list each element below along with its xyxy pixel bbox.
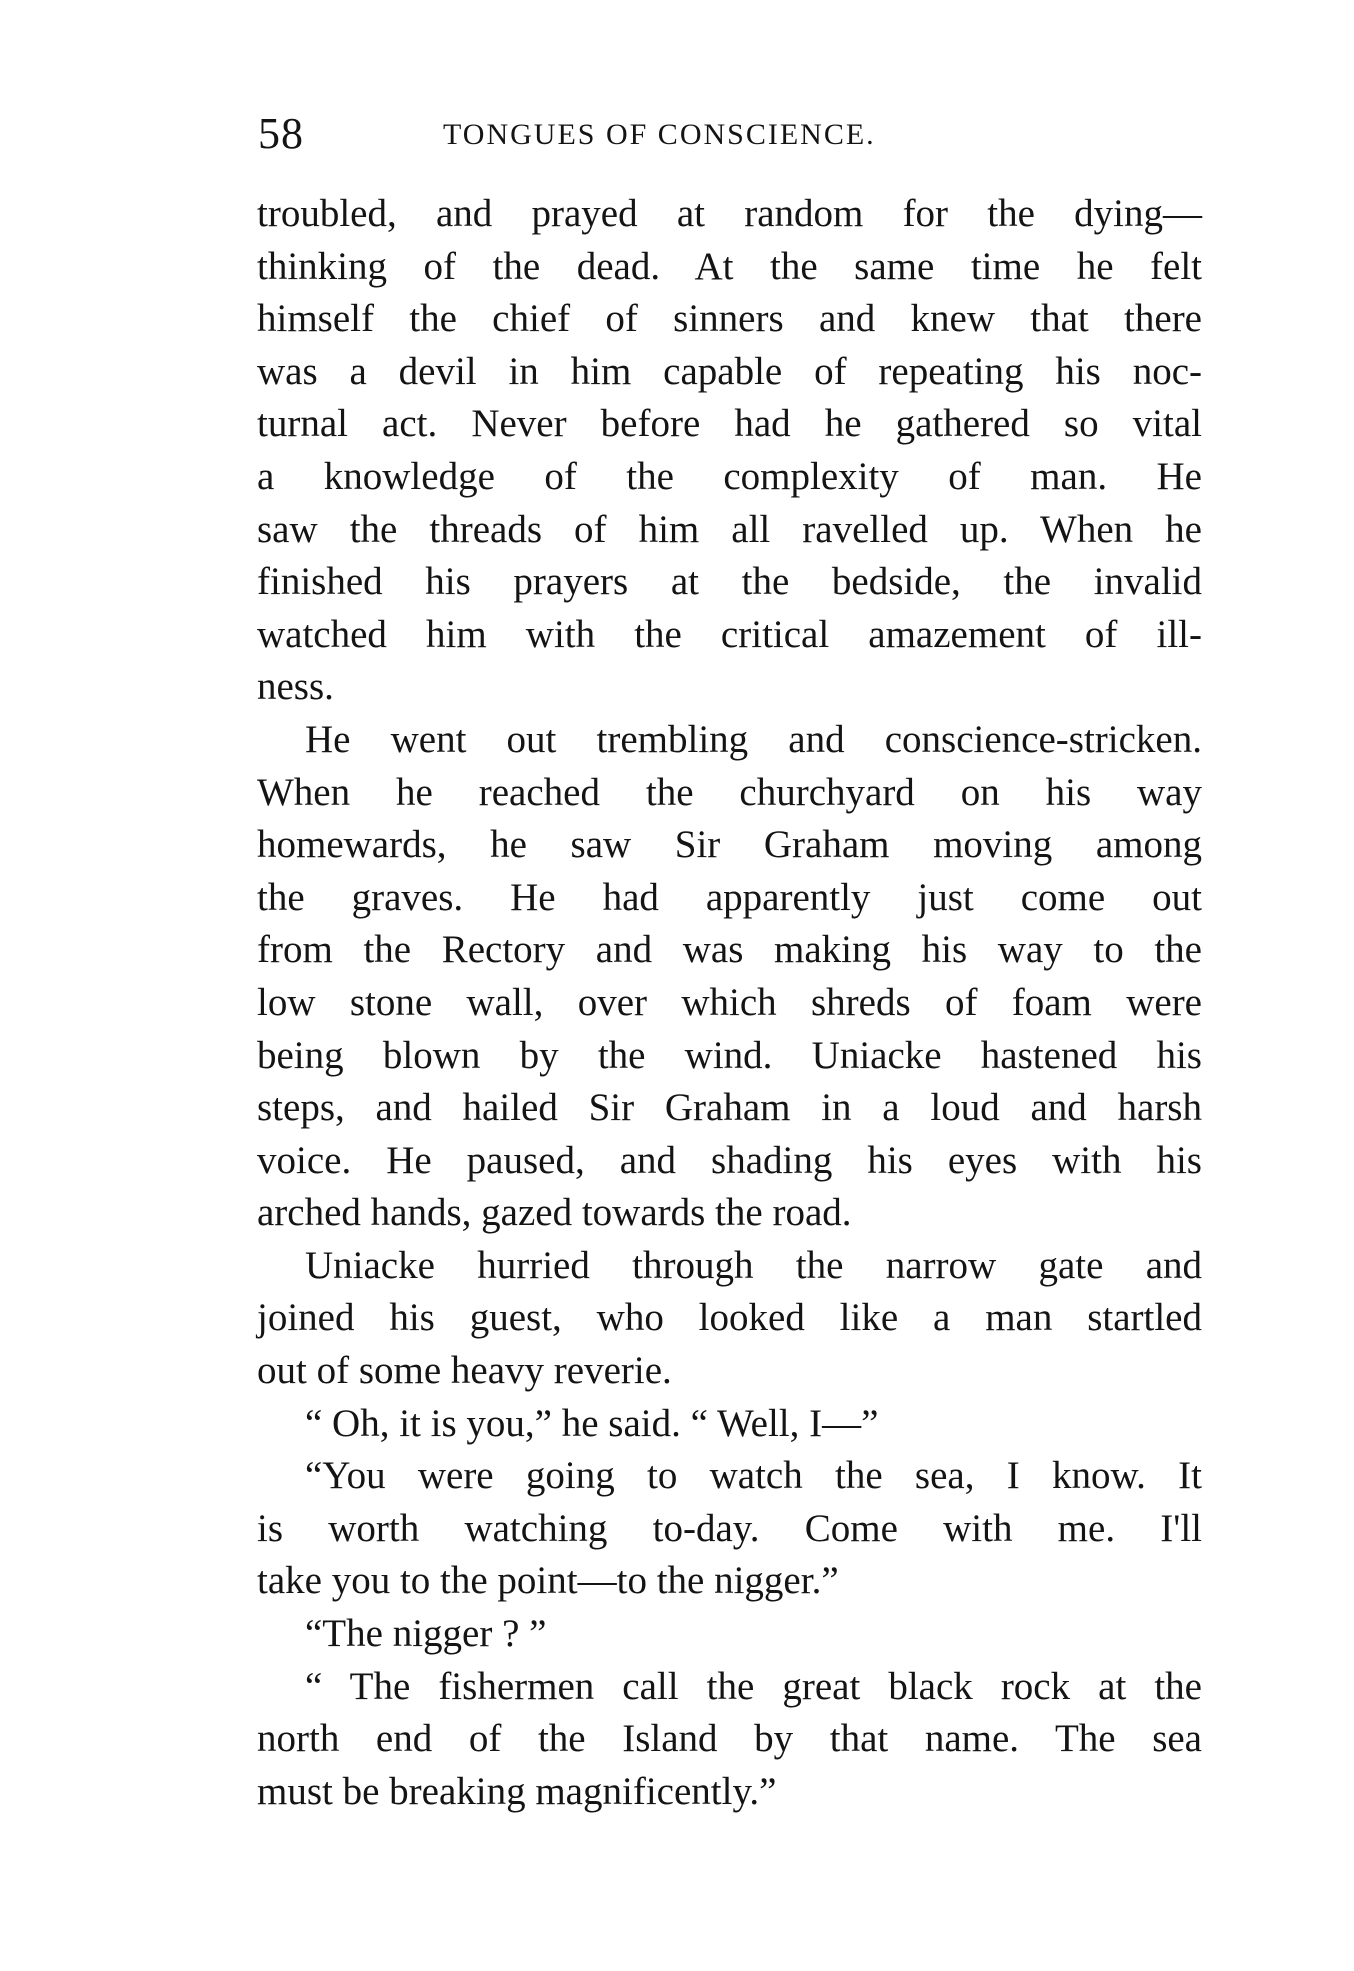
text-line: take you to the point—to the nigger.” <box>257 1559 839 1603</box>
text-line: He went out trembling and conscience-stricken. <box>305 717 1202 761</box>
text-line: being blown by the wind. Uniacke hastened his <box>257 1033 1202 1077</box>
text-line: saw the threads of him all ravelled up. When he <box>257 507 1202 551</box>
text-line: himself the chief of sinners and knew that there <box>257 297 1202 341</box>
text-line: watched him with the critical amazement of ill- <box>257 612 1202 656</box>
text-line: finished his prayers at the bedside, the invalid <box>257 560 1202 604</box>
text-line: must be breaking magnificently.” <box>257 1769 777 1813</box>
text-line: from the Rectory and was making his way to the <box>257 928 1202 972</box>
text-line: voice. He paused, and shading his eyes with his <box>257 1138 1202 1182</box>
text-line: “You were going to watch the sea, I know. It <box>305 1454 1202 1498</box>
text-line: joined his guest, who looked like a man startled <box>257 1296 1202 1340</box>
text-line: north end of the Island by that name. The sea <box>257 1717 1202 1761</box>
text-line: arched hands, gazed towards the road. <box>257 1191 852 1235</box>
text-line: thinking of the dead. At the same time he felt <box>257 244 1202 288</box>
page-header <box>258 100 1208 170</box>
page-number: 58 <box>258 109 304 158</box>
text-line: When he reached the churchyard on his way <box>257 770 1202 814</box>
text-line: is worth watching to-day. Come with me. I'll <box>257 1506 1202 1550</box>
text-line: “The nigger ? ” <box>305 1612 547 1656</box>
text-line: the graves. He had apparently just come out <box>257 875 1202 919</box>
text-line: troubled, and prayed at random for the dying— <box>257 192 1202 235</box>
text-line: homewards, he saw Sir Graham moving among <box>257 823 1202 867</box>
text-line: steps, and hailed Sir Graham in a loud and harsh <box>257 1086 1202 1130</box>
text-line: a knowledge of the complexity of man. He <box>257 454 1202 498</box>
text-line: out of some heavy reverie. <box>257 1349 672 1393</box>
text-line: Uniacke hurried through the narrow gate and <box>305 1243 1202 1287</box>
running-title: TONGUES OF CONSCIENCE. <box>443 118 876 151</box>
text-line: turnal act. Never before had he gathered so vital <box>257 402 1202 446</box>
text-line: low stone wall, over which shreds of foam were <box>257 980 1202 1024</box>
body-text <box>257 188 1202 1818</box>
text-line: “ Oh, it is you,” he said. “ Well, I—” <box>305 1401 879 1445</box>
text-line: was a devil in him capable of repeating his noc- <box>257 349 1202 393</box>
text-line: “ The fishermen call the great black rock at the <box>305 1664 1202 1708</box>
text-line: ness. <box>257 665 334 709</box>
